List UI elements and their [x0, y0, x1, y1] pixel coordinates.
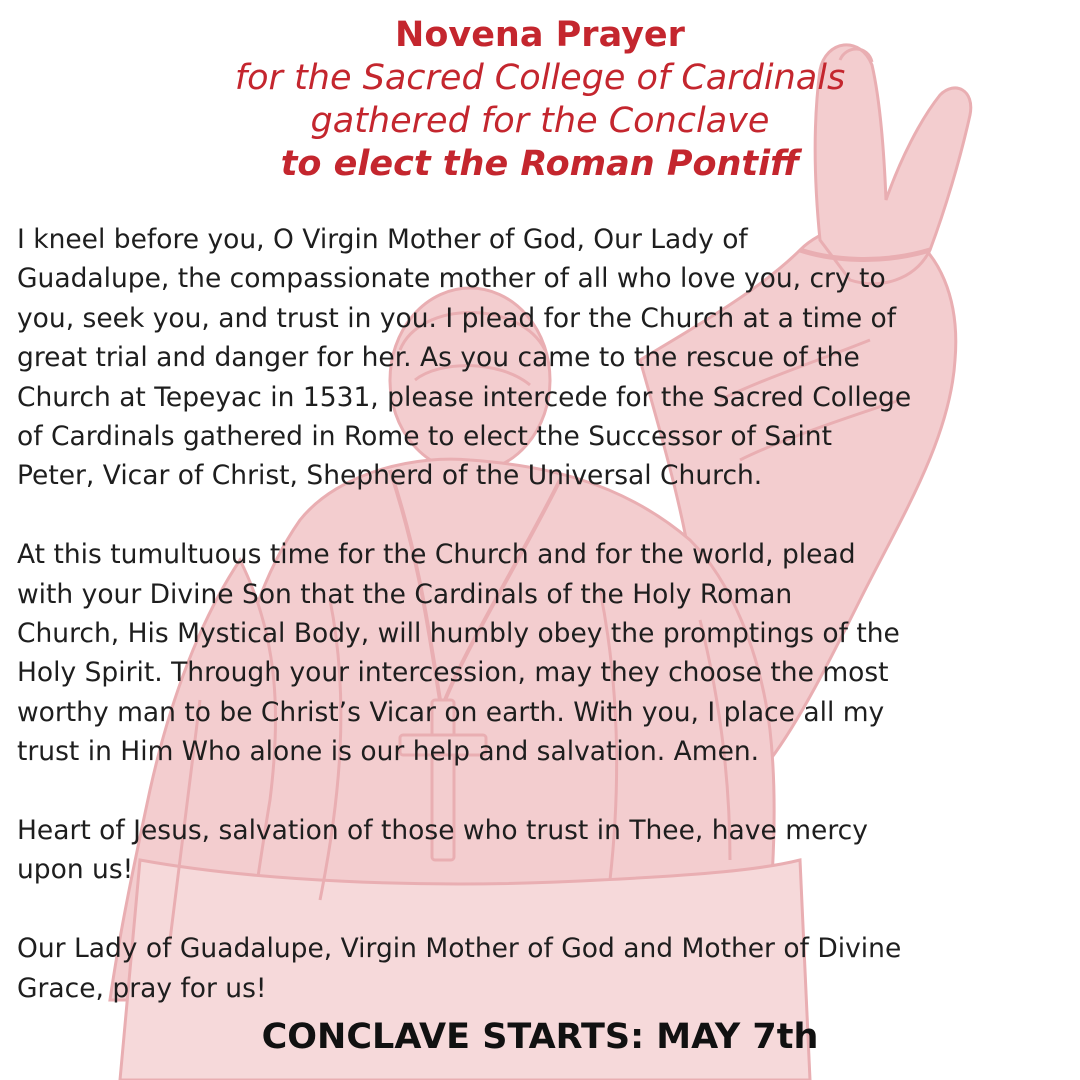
paragraph — [17, 811, 1067, 890]
text-line: Church, His Mystical Body, will humbly obey the promptings of the — [17, 618, 900, 650]
subtitle-line-2: gathered for the Conclave — [310, 101, 770, 141]
text-line: trust in Him Who alone is our help and salvation. Amen. — [17, 736, 760, 768]
text-line: Our Lady of Guadalupe, Virgin Mother of God and Mother of Divine — [17, 933, 902, 965]
text-line: Peter, Vicar of Christ, Shepherd of the Universal Church. — [17, 460, 763, 492]
text-line: upon us! — [17, 854, 134, 886]
conclave-date-banner: CONCLAVE STARTS: MAY 7th — [261, 1017, 819, 1057]
paragraph — [17, 220, 1067, 496]
text-line: Grace, pray for us! — [17, 972, 267, 1004]
text-line: with your Divine Son that the Cardinals of the Holy Roman — [17, 578, 793, 610]
text-line: great trial and danger for her. As you came to the rescue of the — [17, 342, 860, 374]
text-line: Church at Tepeyac in 1531, please intercede for the Sacred College — [17, 381, 912, 413]
header — [0, 14, 1080, 186]
subtitle-line-3: to elect the Roman Pontiff — [280, 144, 800, 184]
prayer-body — [17, 220, 1067, 1047]
subtitle-line-1: for the Sacred College of Cardinals — [234, 58, 846, 98]
paragraph — [17, 929, 1067, 1008]
text-line: Guadalupe, the compassionate mother of all who love you, cry to — [17, 263, 886, 295]
paragraph — [17, 535, 1067, 771]
text-line: Holy Spirit. Through your intercession, may they choose the most — [17, 657, 889, 689]
text-line: At this tumultuous time for the Church and for the world, plead — [17, 539, 856, 571]
text-line: you, seek you, and trust in you. I plead for the Church at a time of — [17, 302, 897, 334]
text-line: worthy man to be Christ’s Vicar on earth. With you, I place all my — [17, 696, 885, 728]
text-line: I kneel before you, O Virgin Mother of God, Our Lady of — [17, 224, 748, 255]
text-line: Heart of Jesus, salvation of those who trust in Thee, have mercy — [17, 815, 868, 847]
prayer-title: Novena Prayer — [395, 15, 685, 55]
text-line: of Cardinals gathered in Rome to elect the Successor of Saint — [17, 421, 832, 453]
